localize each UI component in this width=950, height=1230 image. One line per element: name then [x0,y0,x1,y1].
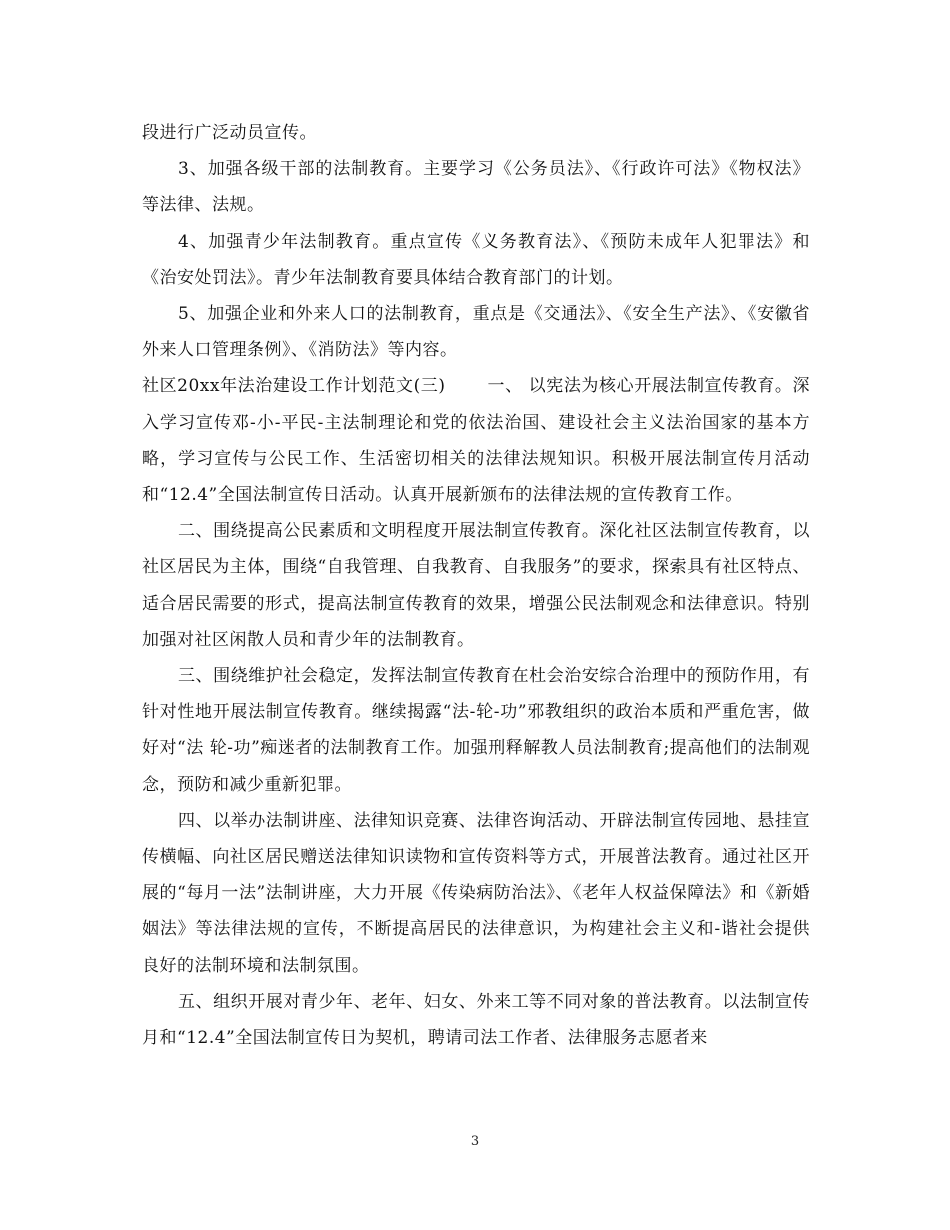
paragraph-6: 二、围绕提高公民素质和文明程度开展法制宣传教育。深化社区法制宣传教育，以社区居民为主体，围绕“自我管理、自我教育、自我服务”的要求，探索具有社区特点、适合居民需要的形式，提高法制宣传教育的效果，增强公民法制观念和法律意识。特别加强对社区闲散人员和青少年的法制教育。 [142,521,810,650]
page-number: 3 [470,1134,480,1149]
paragraph-5 [142,368,810,513]
paragraph-5-text: 一、 以宪法为核心开展法制宣传教育。深入学习宣传邓-小-平民-主法制理论和党的依法治国、建设社会主义法治国家的基本方略，学习宣传与公民工作、生活密切相关的法律法规知识。积极开展法制宣传月活动和“12.4”全国法制宣传日活动。认真开展新颁布的法律法规的宣传教育工作。 [142,376,811,506]
heading-gap [446,376,488,396]
paragraph-4: 5、加强企业和外来人口的法制教育，重点是《交通法》、《安全生产法》、《安徽省外来人口管理条例》、《消防法》等内容。 [142,304,810,361]
paragraph-7: 三、围绕维护社会稳定，发挥法制宣传教育在杜会治安综合治理中的预防作用，有针对性地开展法制宣传教育。继续揭露“法-轮-功”邪教组织的政治本质和严重危害，做好对“法 轮-功”痴迷者的法制教育工作。加强刑释解教人员法制教育;提高他们的法制观念，预防和减少重新犯罪。 [142,666,810,795]
paragraph-9: 五、组织开展对青少年、老年、妇女、外来工等不同对象的普法教育。以法制宣传月和“12.4”全国法制宣传日为契机，聘请司法工作者、法律服务志愿者来 [142,991,810,1049]
paragraph-8: 四、以举办法制讲座、法律知识竞赛、法律咨询活动、开辟法制宣传园地、悬挂宣传横幅、向社区居民赠送法律知识读物和宣传资料等方式，开展普法教育。通过社区开展的“每月一法”法制讲座，大力开展《传染病防治法》、《老年人权益保障法》和《新婚姻法》等法律法规的宣传，不断提高居民的法律意识，为构建社会主义和-谐社会提供良好的法制环境和法制氛围。 [142,810,810,976]
paragraph-3: 4、加强青少年法制教育。重点宣传《义务教育法》、《预防未成年人犯罪法》和《治安处罚法》。青少年法制教育要具体结合教育部门的计划。 [142,231,810,288]
document-body [142,115,810,1056]
section-heading: 社区20xx年法治建设工作计划范文(三) [142,376,446,397]
paragraph-1: 段进行广泛动员宣传。 [142,123,317,143]
paragraph-2: 3、加强各级干部的法制教育。主要学习《公务员法》、《行政许可法》《物权法》等法律、法规。 [142,159,810,216]
